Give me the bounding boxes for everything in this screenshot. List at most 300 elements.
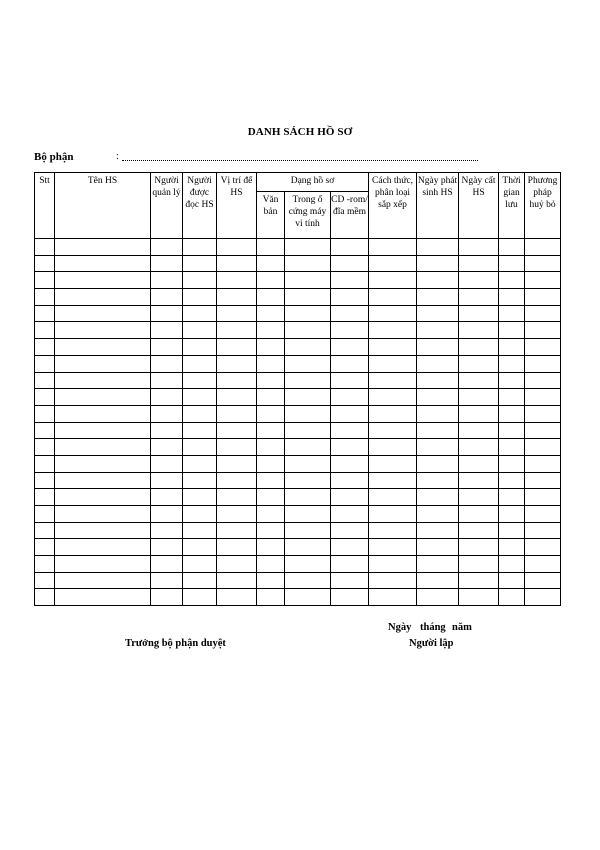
table-cell [35, 422, 55, 439]
table-cell [499, 506, 525, 523]
table-cell [331, 322, 369, 339]
table-cell [35, 239, 55, 256]
header-vi-tri-de: Vị trí để HS [217, 173, 257, 239]
table-row [35, 389, 561, 406]
table-cell [331, 589, 369, 606]
table-cell [35, 389, 55, 406]
table-cell [417, 556, 459, 573]
table-cell [151, 272, 183, 289]
table-cell [35, 305, 55, 322]
table-cell [55, 489, 151, 506]
table-cell [55, 439, 151, 456]
table-cell [151, 322, 183, 339]
table-cell [55, 289, 151, 306]
table-cell [525, 339, 561, 356]
table-cell [151, 472, 183, 489]
table-cell [369, 239, 417, 256]
table-cell [257, 339, 285, 356]
table-cell [183, 389, 217, 406]
table-cell [525, 489, 561, 506]
table-cell [257, 389, 285, 406]
table-cell [459, 355, 499, 372]
table-cell [151, 389, 183, 406]
department-colon: : [116, 151, 119, 162]
department-fill-line [122, 160, 478, 161]
table-cell [369, 255, 417, 272]
table-cell [417, 339, 459, 356]
table-cell [151, 372, 183, 389]
table-cell [35, 539, 55, 556]
table-cell [55, 339, 151, 356]
table-cell [417, 522, 459, 539]
table-cell [35, 255, 55, 272]
table-cell [35, 372, 55, 389]
table-cell [183, 255, 217, 272]
table-cell [35, 339, 55, 356]
table-cell [151, 422, 183, 439]
table-cell [183, 589, 217, 606]
table-cell [369, 589, 417, 606]
table-cell [183, 339, 217, 356]
table-cell [151, 539, 183, 556]
table-cell [285, 405, 331, 422]
header-cach-thuc: Cách thức, phân loại sắp xếp [369, 173, 417, 239]
table-cell [525, 556, 561, 573]
table-cell [369, 305, 417, 322]
table-cell [285, 489, 331, 506]
table-cell [499, 389, 525, 406]
table-cell [459, 339, 499, 356]
table-cell [35, 556, 55, 573]
table-cell [369, 405, 417, 422]
table-cell [285, 322, 331, 339]
table-cell [525, 439, 561, 456]
table-cell [459, 556, 499, 573]
table-cell [151, 572, 183, 589]
table-cell [217, 355, 257, 372]
table-cell [459, 255, 499, 272]
table-cell [369, 489, 417, 506]
table-cell [183, 322, 217, 339]
table-cell [217, 572, 257, 589]
table-cell [459, 539, 499, 556]
table-cell [55, 305, 151, 322]
header-trong-o-cung: Trong ổ cứng máy vi tính [285, 192, 331, 239]
table-cell [499, 522, 525, 539]
table-cell [331, 389, 369, 406]
table-cell [151, 355, 183, 372]
table-cell [257, 522, 285, 539]
table-cell [525, 322, 561, 339]
table-cell [331, 372, 369, 389]
table-cell [151, 455, 183, 472]
table-cell [499, 405, 525, 422]
table-cell [525, 255, 561, 272]
table-cell [217, 372, 257, 389]
table-cell [459, 422, 499, 439]
table-cell [417, 455, 459, 472]
table-cell [459, 506, 499, 523]
table-cell [369, 472, 417, 489]
table-cell [151, 439, 183, 456]
table-cell [285, 255, 331, 272]
table-row [35, 506, 561, 523]
table-cell [499, 489, 525, 506]
table-cell [151, 589, 183, 606]
table-cell [417, 422, 459, 439]
table-cell [257, 289, 285, 306]
table-cell [55, 239, 151, 256]
table-row [35, 489, 561, 506]
table-cell [369, 289, 417, 306]
table-cell [285, 355, 331, 372]
table-cell [285, 472, 331, 489]
table-cell [459, 272, 499, 289]
table-cell [417, 539, 459, 556]
table-cell [285, 389, 331, 406]
table-cell [525, 372, 561, 389]
table-cell [499, 439, 525, 456]
table-cell [417, 255, 459, 272]
table-cell [525, 522, 561, 539]
table-cell [369, 422, 417, 439]
table-cell [499, 556, 525, 573]
table-cell [499, 239, 525, 256]
table-cell [417, 355, 459, 372]
table-cell [331, 572, 369, 589]
table-cell [55, 472, 151, 489]
table-cell [459, 322, 499, 339]
table-cell [459, 372, 499, 389]
table-cell [55, 355, 151, 372]
table-cell [217, 506, 257, 523]
table-row [35, 355, 561, 372]
table-cell [55, 589, 151, 606]
table-cell [35, 589, 55, 606]
table-cell [331, 289, 369, 306]
header-dang-ho-so: Dạng hồ sơ [257, 173, 369, 192]
table-cell [151, 339, 183, 356]
header-stt: Stt [35, 173, 55, 239]
table-cell [525, 572, 561, 589]
table-cell [369, 389, 417, 406]
table-cell [525, 289, 561, 306]
table-cell [499, 472, 525, 489]
table-cell [257, 422, 285, 439]
table-cell [183, 422, 217, 439]
table-cell [151, 239, 183, 256]
document-title: DANH SÁCH HỒ SƠ [247, 126, 353, 138]
table-cell [151, 489, 183, 506]
table-cell [217, 556, 257, 573]
table-cell [331, 405, 369, 422]
table-cell [417, 389, 459, 406]
table-cell [285, 522, 331, 539]
table-cell [257, 472, 285, 489]
table-cell [369, 322, 417, 339]
table-cell [331, 239, 369, 256]
table-cell [417, 506, 459, 523]
table-cell [417, 572, 459, 589]
table-cell [35, 572, 55, 589]
table-cell [35, 355, 55, 372]
table-cell [35, 289, 55, 306]
table-cell [459, 589, 499, 606]
table-cell [183, 572, 217, 589]
table-cell [55, 389, 151, 406]
table-cell [285, 272, 331, 289]
table-row [35, 272, 561, 289]
table-cell [183, 372, 217, 389]
table-cell [183, 506, 217, 523]
table-cell [369, 272, 417, 289]
table-cell [217, 405, 257, 422]
table-row [35, 422, 561, 439]
table-cell [35, 439, 55, 456]
table-cell [257, 305, 285, 322]
table-cell [217, 589, 257, 606]
table-cell [183, 439, 217, 456]
table-cell [217, 472, 257, 489]
table-cell [417, 439, 459, 456]
table-cell [525, 455, 561, 472]
approver-signature-label: Trưởng bộ phận duyệt [125, 638, 226, 649]
table-cell [55, 422, 151, 439]
table-cell [183, 405, 217, 422]
table-row [35, 239, 561, 256]
table-cell [331, 355, 369, 372]
table-cell [417, 405, 459, 422]
table-cell [369, 439, 417, 456]
table-cell [217, 322, 257, 339]
table-cell [35, 522, 55, 539]
table-row [35, 322, 561, 339]
table-cell [459, 439, 499, 456]
table-cell [183, 455, 217, 472]
table-cell [55, 372, 151, 389]
table-cell [459, 455, 499, 472]
table-cell [417, 289, 459, 306]
table-cell [525, 355, 561, 372]
table-cell [217, 255, 257, 272]
table-cell [217, 305, 257, 322]
table-cell [55, 539, 151, 556]
table-cell [285, 589, 331, 606]
table-cell [499, 455, 525, 472]
table-cell [217, 489, 257, 506]
table-cell [369, 556, 417, 573]
table-cell [331, 422, 369, 439]
table-cell [257, 439, 285, 456]
table-row [35, 572, 561, 589]
table-cell [525, 472, 561, 489]
table-cell [217, 339, 257, 356]
table-cell [417, 372, 459, 389]
table-cell [183, 472, 217, 489]
table-cell [499, 539, 525, 556]
table-cell [217, 389, 257, 406]
header-phuong-phap-huy: Phương pháp huỷ bỏ [525, 173, 561, 239]
table-cell [369, 539, 417, 556]
table-cell [183, 272, 217, 289]
table-cell [183, 355, 217, 372]
table-cell [35, 405, 55, 422]
table-cell [183, 239, 217, 256]
table-cell [55, 522, 151, 539]
table-cell [285, 506, 331, 523]
table-row [35, 455, 561, 472]
table-cell [369, 355, 417, 372]
table-cell [331, 539, 369, 556]
table-cell [217, 239, 257, 256]
table-cell [525, 589, 561, 606]
department-label: Bộ phận [34, 151, 74, 163]
table-cell [285, 539, 331, 556]
header-ten-hs: Tên HS [55, 173, 151, 239]
table-cell [55, 405, 151, 422]
table-row [35, 305, 561, 322]
table-cell [151, 255, 183, 272]
table-cell [55, 556, 151, 573]
table-cell [459, 305, 499, 322]
date-month-label: tháng [420, 622, 446, 633]
table-cell [525, 239, 561, 256]
header-ngay-phat-sinh: Ngày phát sinh HS [417, 173, 459, 239]
table-cell [499, 305, 525, 322]
table-cell [285, 455, 331, 472]
table-cell [257, 539, 285, 556]
table-cell [331, 556, 369, 573]
table-cell [257, 272, 285, 289]
table-cell [369, 506, 417, 523]
table-cell [55, 455, 151, 472]
table-row [35, 255, 561, 272]
table-cell [257, 255, 285, 272]
table-cell [499, 589, 525, 606]
table-cell [417, 305, 459, 322]
table-cell [257, 556, 285, 573]
table-cell [331, 472, 369, 489]
table-cell [459, 489, 499, 506]
table-cell [55, 255, 151, 272]
table-cell [257, 239, 285, 256]
table-row [35, 289, 561, 306]
table-cell [499, 322, 525, 339]
records-table [34, 172, 561, 606]
table-cell [151, 405, 183, 422]
table-cell [417, 589, 459, 606]
table-cell [257, 355, 285, 372]
table-cell [217, 455, 257, 472]
table-cell [151, 506, 183, 523]
table-cell [285, 372, 331, 389]
table-cell [183, 539, 217, 556]
table-cell [499, 355, 525, 372]
table-cell [525, 272, 561, 289]
table-cell [459, 472, 499, 489]
table-cell [285, 339, 331, 356]
table-cell [217, 289, 257, 306]
table-cell [151, 556, 183, 573]
table-cell [285, 422, 331, 439]
table-cell [55, 572, 151, 589]
table-cell [183, 489, 217, 506]
table-cell [417, 272, 459, 289]
table-cell [499, 339, 525, 356]
table-cell [459, 405, 499, 422]
table-cell [35, 455, 55, 472]
table-cell [331, 339, 369, 356]
table-cell [331, 439, 369, 456]
table-row [35, 589, 561, 606]
table-cell [459, 289, 499, 306]
table-cell [35, 489, 55, 506]
table-cell [35, 472, 55, 489]
header-nguoi-quan-ly: Người quản lý [151, 173, 183, 239]
table-cell [369, 572, 417, 589]
table-cell [417, 489, 459, 506]
table-cell [35, 322, 55, 339]
table-cell [183, 305, 217, 322]
table-cell [257, 572, 285, 589]
table-cell [525, 305, 561, 322]
table-cell [369, 372, 417, 389]
table-cell [257, 405, 285, 422]
table-cell [257, 589, 285, 606]
table-cell [55, 506, 151, 523]
table-row [35, 472, 561, 489]
table-cell [525, 389, 561, 406]
table-cell [151, 522, 183, 539]
table-cell [285, 556, 331, 573]
table-cell [183, 522, 217, 539]
table-cell [183, 556, 217, 573]
table-cell [331, 506, 369, 523]
table-cell [459, 522, 499, 539]
table-cell [499, 422, 525, 439]
table-cell [151, 305, 183, 322]
table-row [35, 339, 561, 356]
table-cell [183, 289, 217, 306]
table-cell [499, 289, 525, 306]
table-cell [417, 239, 459, 256]
table-cell [369, 455, 417, 472]
table-cell [217, 539, 257, 556]
table-cell [417, 322, 459, 339]
table-cell [369, 522, 417, 539]
table-cell [285, 572, 331, 589]
table-cell [525, 422, 561, 439]
table-cell [35, 272, 55, 289]
table-cell [285, 305, 331, 322]
table-cell [257, 455, 285, 472]
table-cell [331, 272, 369, 289]
table-cell [499, 572, 525, 589]
table-cell [499, 255, 525, 272]
table-cell [217, 422, 257, 439]
table-cell [55, 322, 151, 339]
table-cell [217, 272, 257, 289]
table-row [35, 405, 561, 422]
table-cell [285, 289, 331, 306]
header-ngay-cat: Ngày cất HS [459, 173, 499, 239]
table-body [35, 239, 561, 606]
table-cell [499, 372, 525, 389]
table-cell [257, 489, 285, 506]
table-cell [331, 489, 369, 506]
table-cell [257, 506, 285, 523]
table-cell [217, 439, 257, 456]
